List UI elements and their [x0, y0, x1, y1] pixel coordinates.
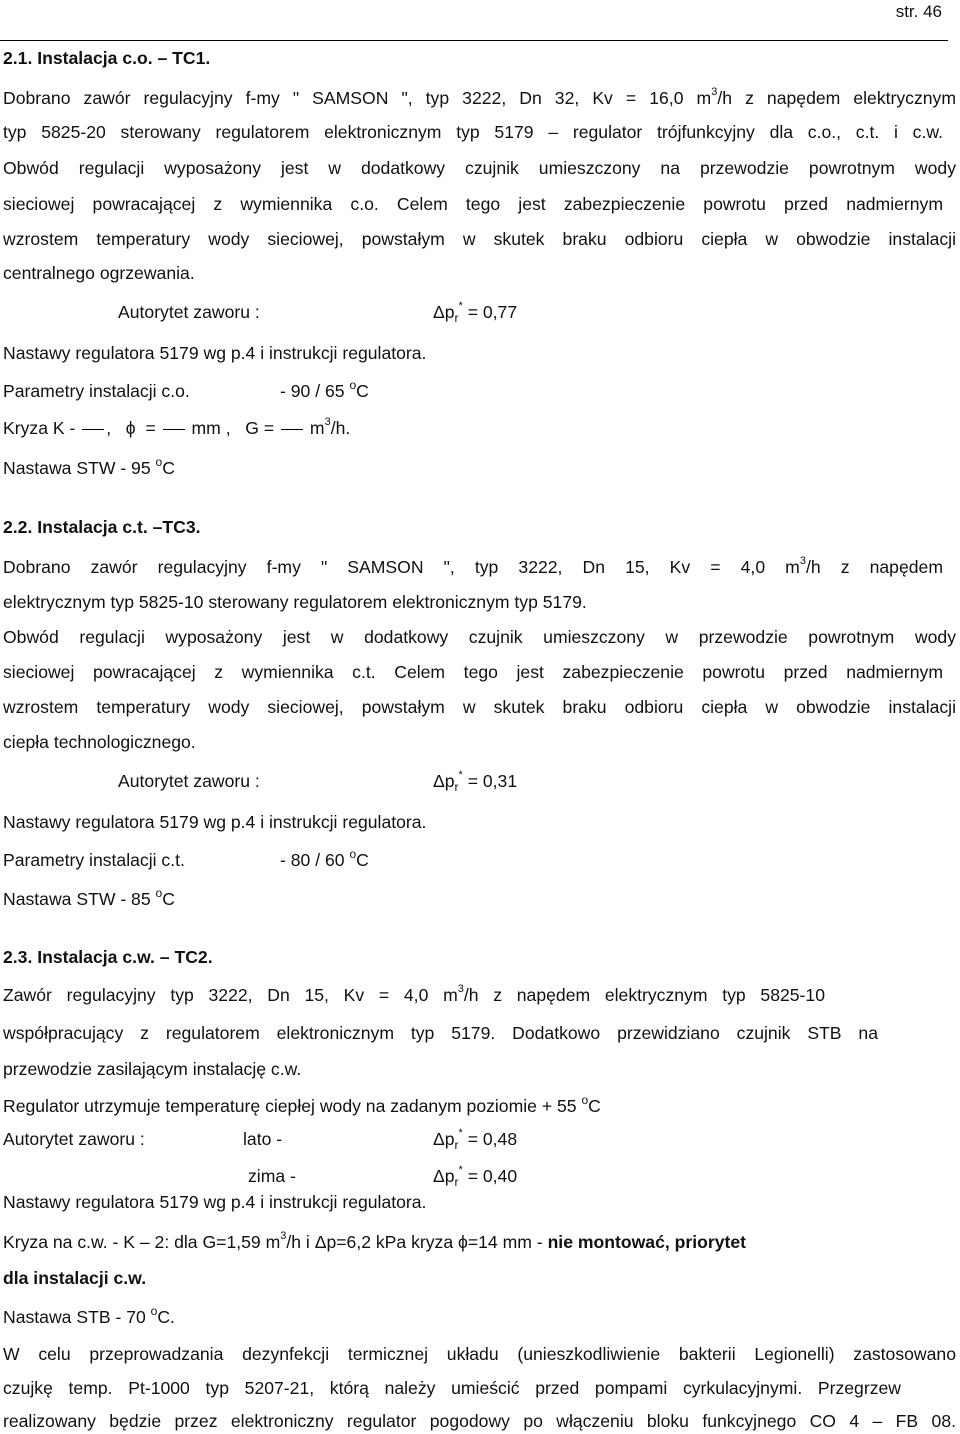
- season-summer-label: lato -: [243, 1129, 283, 1149]
- paragraph-line: realizowany będzie przez elektroniczny regulator pogodowy po włączeniu bloku funkcyjnego CO 4 – FB 08.: [3, 1411, 956, 1431]
- valve-authority-value: $\Delta p_r^* = 0,31$: [433, 769, 518, 794]
- orifice-line: Kryza na c.w. - K – 2: dla G=1,59 $m^3/h$ i Δp=6,2 kPa kryza ϕ=14 mm - nie montować, priorytet: [3, 1230, 747, 1252]
- valve-authority-label: Autorytet zaworu :: [118, 771, 260, 791]
- blank-field: [82, 429, 104, 430]
- valve-authority-summer-value: $\Delta p_r^* = 0,48$: [433, 1127, 518, 1152]
- section-heading-2-3: 2.3. Instalacja c.w. – TC2.: [3, 947, 213, 967]
- valve-authority-label: Autorytet zaworu :: [118, 302, 260, 322]
- paragraph-line: W celu przeprowadzania dezynfekcji termicznej układu (unieszkodliwienie bakterii Legionelli) zastosowano: [3, 1344, 956, 1364]
- paragraph-line: czujkę temp. Pt-1000 typ 5207-21, którą należy umieścić przed pompami cyrkulacyjnymi. Przegrzew: [3, 1378, 901, 1398]
- paragraph-line: wzrostem temperatury wody sieciowej, powstałym w skutek braku odbioru ciepła w obwodzie instalacji: [3, 229, 956, 249]
- stw-setting: Nastawa STW - 95 $^o$C: [3, 455, 175, 478]
- valve-authority-winter-value: $\Delta p_r^* = 0,40$: [433, 1164, 518, 1189]
- header-rule: [0, 40, 948, 41]
- paragraph-line: Obwód regulacji wyposażony jest w dodatkowy czujnik umieszczony w przewodzie powrotnym wody: [3, 627, 956, 647]
- paragraph-line: Regulator utrzymuje temperaturę ciepłej wody na zadanym poziomie + 55 $^o$C: [3, 1093, 601, 1116]
- regulator-settings: Nastawy regulatora 5179 wg p.4 i instrukcji regulatora.: [3, 812, 427, 832]
- paragraph-line: sieciowej powracającej z wymiennika c.o. Celem tego jest zabezpieczenie powrotu przed nadmiernym: [3, 194, 943, 214]
- section-heading-2-1: 2.1. Instalacja c.o. – TC1.: [3, 48, 211, 68]
- paragraph-line: Dobrano zawór regulacyjny f-my " SAMSON ", typ 3222, Dn 32, Kv = 16,0 $m^3/h$ z napędem elektrycznym: [3, 86, 957, 108]
- regulator-settings: Nastawy regulatora 5179 wg p.4 i instrukcji regulatora.: [3, 1192, 427, 1212]
- section-heading-2-2: 2.2. Instalacja c.t. –TC3.: [3, 517, 201, 537]
- paragraph-line: Obwód regulacji wyposażony jest w dodatkowy czujnik umieszczony na przewodzie powrotnym wody: [3, 158, 956, 178]
- page-number: str. 46: [895, 2, 942, 21]
- stb-setting: Nastawa STB - 70 $^o$C.: [3, 1304, 175, 1327]
- paragraph-line: Dobrano zawór regulacyjny f-my " SAMSON ", typ 3222, Dn 15, Kv = 4,0 $m^3/h$ z napędem: [3, 555, 943, 577]
- installation-parameters-label: Parametry instalacji c.o.: [3, 381, 190, 401]
- regulator-settings: Nastawy regulatora 5179 wg p.4 i instrukcji regulatora.: [3, 343, 427, 363]
- paragraph-line: typ 5825-20 sterowany regulatorem elektronicznym typ 5179 – regulator trójfunkcyjny dla c.o., c.t. i c.w.: [3, 122, 943, 142]
- orifice-line: Kryza K - , ϕ = mm , $G = m^3/h$.: [3, 416, 351, 438]
- blank-field: [281, 429, 303, 430]
- stw-setting: Nastawa STW - 85 $^o$C: [3, 886, 175, 909]
- paragraph-line: elektrycznym typ 5825-10 sterowany regulatorem elektronicznym typ 5179.: [3, 592, 587, 612]
- installation-parameters-label: Parametry instalacji c.t.: [3, 850, 185, 870]
- installation-parameters-value: - 80 / 60 $^o$C: [280, 847, 369, 870]
- paragraph-line: ciepła technologicznego.: [3, 732, 196, 752]
- season-winter-label: zima -: [248, 1166, 296, 1186]
- valve-authority-label: Autorytet zaworu :: [3, 1129, 145, 1149]
- paragraph-line: Zawór regulacyjny typ 3222, Dn 15, Kv = 4,0 $m^3/h$ z napędem elektrycznym typ 5825-10: [3, 983, 825, 1005]
- paragraph-line: sieciowej powracającej z wymiennika c.t. Celem tego jest zabezpieczenie powrotu przed nadmiernym: [3, 662, 943, 682]
- paragraph-line: centralnego ogrzewania.: [3, 263, 195, 283]
- paragraph-line: współpracujący z regulatorem elektronicznym typ 5179. Dodatkowo przewidziano czujnik STB na: [3, 1023, 878, 1043]
- paragraph-line: wzrostem temperatury wody sieciowej, powstałym w skutek braku odbioru ciepła w obwodzie instalacji: [3, 697, 956, 717]
- installation-parameters-value: - 90 / 65 $^o$C: [280, 378, 369, 401]
- valve-authority-value: $\Delta p_r^* = 0,77$: [433, 300, 518, 325]
- blank-field: [163, 429, 185, 430]
- priority-note: dla instalacji c.w.: [3, 1268, 147, 1288]
- paragraph-line: przewodzie zasilającym instalację c.w.: [3, 1059, 302, 1079]
